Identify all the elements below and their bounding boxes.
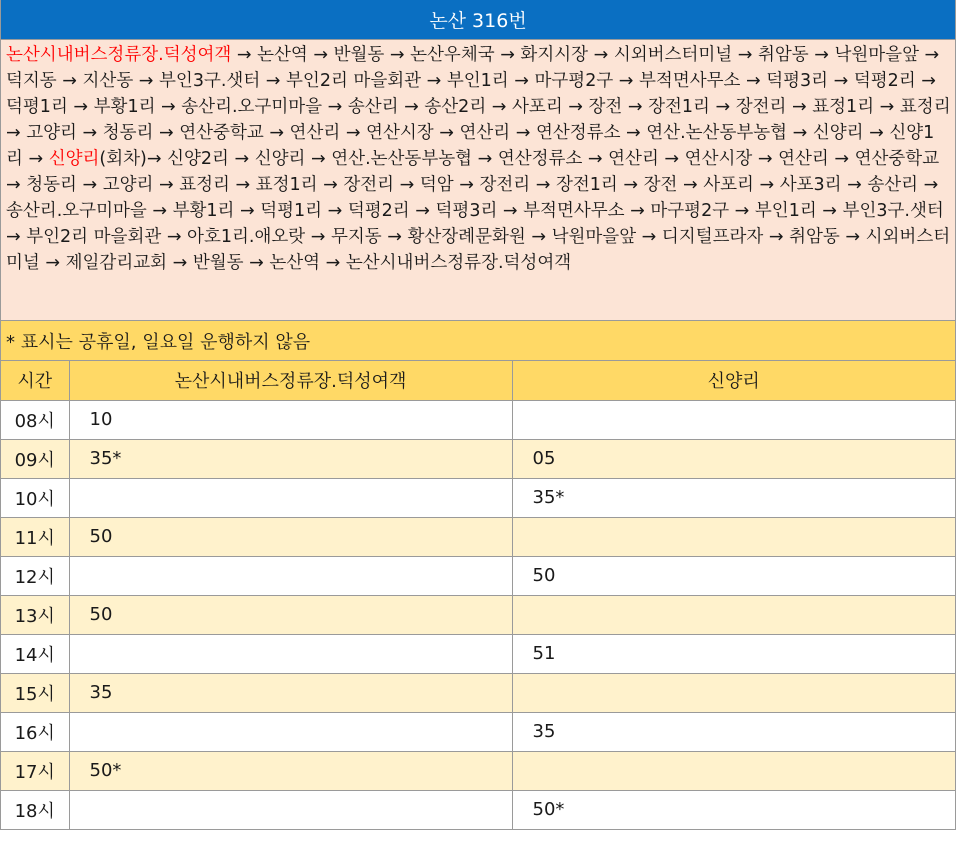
- table-row: [1, 478, 955, 517]
- route-title: 논산 316번: [1, 0, 955, 40]
- origin-departure-cell: [69, 790, 512, 829]
- turnaround-departure-cell: [512, 751, 955, 790]
- table-row: [1, 790, 955, 829]
- turnaround-departure-cell: 35: [512, 712, 955, 751]
- turnaround-departure-cell: 50*: [512, 790, 955, 829]
- route-outbound-stops: → 논산역 → 반월동 → 논산우체국 → 화지시장 → 시외버스터미널 → 취암동 → 낙원마을앞 → 덕지동 → 지산동 → 부인3구.샛터 → 부인2리 마을회관 → 부인1리 → 마구평2구 → 부적면사무소 → 덕평3리 → 덕평2리 → 덕평1리 → 부황1리 → 송산리.오구미마을 → 송산리 → 송산2리 → 사포리 → 장전 → 장전1리 → 장전리 → 표정1리 → 표정리 → 고양리 → 청동리 → 연산중학교 → 연산리 → 연산시장 → 연산리 → 연산정류소 → 연산.논산동부농협 → 신양리 → 신양1리 →: [6, 45, 951, 169]
- origin-departure-cell: 50: [69, 517, 512, 556]
- hour-cell: 12시: [1, 556, 69, 595]
- hour-cell: 15시: [1, 673, 69, 712]
- hour-cell: 09시: [1, 439, 69, 478]
- table-row: [1, 556, 955, 595]
- table-row: [1, 634, 955, 673]
- hour-cell: 14시: [1, 634, 69, 673]
- turnaround-departure-cell: [512, 673, 955, 712]
- schedule-table: [1, 361, 955, 830]
- hour-cell: 17시: [1, 751, 69, 790]
- hour-cell: 08시: [1, 400, 69, 439]
- route-description: [1, 40, 955, 321]
- origin-departure-cell: 10: [69, 400, 512, 439]
- origin-departure-cell: 50*: [69, 751, 512, 790]
- turnaround-departure-cell: 50: [512, 556, 955, 595]
- route-return-stops: (회차)→ 신양2리 → 신양리 → 연산.논산동부농협 → 연산정류소 → 연산리 → 연산시장 → 연산리 → 연산중학교 → 청동리 → 고양리 → 표정리 → 표정1리 → 장전리 → 덕암 → 장전리 → 장전1리 → 장전 → 사포리 → 사포3리 → 송산리 → 송산리.오구미마을 → 부황1리 → 덕평1리 → 덕평2리 → 덕평3리 → 부적면사무소 → 마구평2구 → 부인1리 → 부인3구.샛터 → 부인2리 마을회관 → 아호1리.애오랏 → 무지동 → 황산장례문화원 → 낙원마을앞 → 디지털프라자 → 취암동 → 시외버스터미널 → 제일감리교회 → 반월동 → 논산역 → 논산시내버스정류장.덕성여객: [6, 149, 951, 273]
- origin-departure-cell: [69, 634, 512, 673]
- origin-departure-cell: 35: [69, 673, 512, 712]
- holiday-note: * 표시는 공휴일, 일요일 운행하지 않음: [1, 321, 955, 361]
- header-turnaround: 신양리: [512, 361, 955, 400]
- hour-cell: 10시: [1, 478, 69, 517]
- route-origin: 논산시내버스정류장.덕성여객: [6, 45, 232, 65]
- table-row: [1, 517, 955, 556]
- origin-departure-cell: [69, 478, 512, 517]
- turnaround-departure-cell: 05: [512, 439, 955, 478]
- hour-cell: 13시: [1, 595, 69, 634]
- hour-cell: 11시: [1, 517, 69, 556]
- origin-departure-cell: 35*: [69, 439, 512, 478]
- hour-cell: 16시: [1, 712, 69, 751]
- header-hour: 시간: [1, 361, 69, 400]
- table-row: [1, 712, 955, 751]
- schedule-header-row: [1, 361, 955, 400]
- turnaround-departure-cell: [512, 400, 955, 439]
- table-row: [1, 673, 955, 712]
- hour-cell: 18시: [1, 790, 69, 829]
- origin-departure-cell: [69, 556, 512, 595]
- table-row: [1, 400, 955, 439]
- route-turnaround: 신양리: [48, 149, 100, 169]
- turnaround-departure-cell: 35*: [512, 478, 955, 517]
- table-row: [1, 595, 955, 634]
- turnaround-departure-cell: [512, 595, 955, 634]
- origin-departure-cell: [69, 712, 512, 751]
- origin-departure-cell: 50: [69, 595, 512, 634]
- header-origin: 논산시내버스정류장.덕성여객: [69, 361, 512, 400]
- turnaround-departure-cell: 51: [512, 634, 955, 673]
- turnaround-departure-cell: [512, 517, 955, 556]
- table-row: [1, 751, 955, 790]
- table-row: [1, 439, 955, 478]
